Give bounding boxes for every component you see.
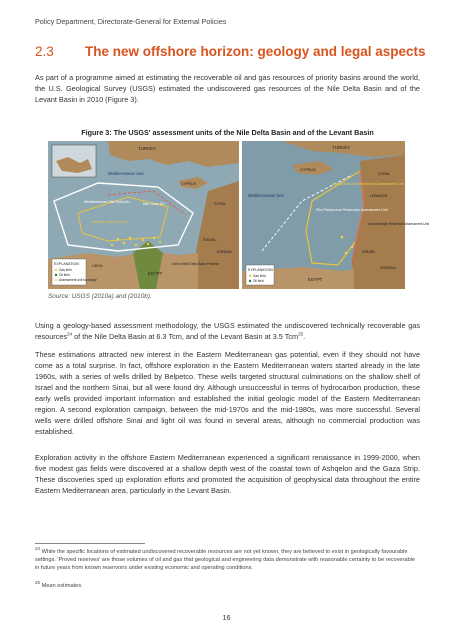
left-legend-title: EXPLANATION: [54, 262, 79, 266]
section-heading: [35, 44, 426, 59]
right-label-plio-au: Plio-Pleistocene Reservoirs Assessment Unit: [316, 208, 388, 212]
levant-basin-map-graphic: [242, 141, 429, 289]
right-legend-gas: Gas field: [253, 274, 266, 278]
paragraph-1: As part of a programme aimed at estimating the recoverable oil and gas resources of priority basins around the world, the U.S. Geological Survey (USGS) estimated the undiscovered gas resources of the Nile Delta Basin and of the Levant Basin in 2010 (Figure 3).: [35, 73, 420, 104]
left-label-cyprus: CYPRUS: [181, 182, 196, 186]
footnote-25: [35, 582, 420, 590]
left-label-israel: ISRAEL: [203, 238, 217, 242]
footnote-ref-25[interactable]: 25: [298, 331, 304, 337]
right-label-margin-au: Levant Margin Reservoirs Assessment Unit: [368, 222, 429, 226]
left-legend-oil: Oil field: [59, 273, 70, 277]
right-label-subsalt-au: Levant Sub-Salt Reservoirs Assessment Unit: [332, 182, 404, 186]
paragraph-2: [35, 320, 420, 342]
right-label-lebanon: LEBANON: [370, 194, 388, 198]
right-label-egypt: EGYPT: [308, 277, 323, 282]
paragraph-4: Exploration activity in the offshore Eastern Mediterranean experienced a significant renaissance in 1999-2000, when five modest gas fields were discovered at a shallow depth west of the coastal town of Ashqelon and the Gaza Strip. These discoveries sped up exploration efforts and promoted the acquisition of geophysical data throughout the entire Eastern Mediterranean area, particularly in the Levant Basin.: [35, 453, 420, 495]
left-label-sea: Mediterranean Sea: [108, 171, 144, 176]
left-label-egypt: EGYPT: [148, 271, 163, 276]
paragraph-2-end: .: [303, 332, 306, 341]
footnote-ref-24[interactable]: 24: [67, 331, 73, 337]
footnote-divider: [35, 543, 145, 544]
footnote-24-text: While the specific locations of estimated undiscovered recoverable resources are not yet known, they are believed to exist in geologically favourable settings. 'Proved reserves' are those volumes of oil and gas that geological and engineering data demonstrate with reasonable certainty to be recoverable in future years from known reservoirs under existing economic and operating conditions.: [35, 549, 415, 571]
left-legend-boundary: Assessment unit boundary: [59, 278, 97, 282]
right-legend-title: EXPLANATION: [248, 268, 273, 272]
paragraph-2-middle: of the Nile Delta Basin at 6.3 Tcm, and of the Levant Basin at 3.5 Tcm: [72, 332, 299, 341]
left-label-jordan: JORDAN: [216, 250, 232, 254]
paragraph-2-start: Using a geology-based assessment methodology, the USGS estimated the undiscovered technically recoverable gas resources: [35, 321, 420, 341]
footnote-24-number: 24: [35, 546, 41, 552]
levant-basin-map: [242, 141, 429, 289]
page-number: 16: [222, 613, 231, 622]
left-label-province-limit: Limit of Nile Delta Basin Province: [172, 262, 220, 266]
section-title: The new offshore horizon: geology and legal aspects: [85, 44, 426, 59]
left-label-med-nile-au: Mediterranean Nile Delta AU: [84, 200, 130, 204]
right-label-sea: Mediterranean Sea: [248, 193, 284, 198]
footnote-25-number: 25: [35, 580, 41, 586]
left-label-western-nile-au: Western Nile Delta AU: [92, 220, 128, 224]
running-head: Policy Department, Directorate-General for External Policies: [35, 17, 227, 26]
left-legend-gas: Gas field: [59, 268, 72, 272]
right-label-syria: SYRIA: [378, 172, 390, 176]
footnote-25-text: Mean estimates.: [40, 583, 83, 589]
nile-delta-map: [48, 141, 239, 289]
footnote-24: [35, 548, 420, 572]
right-legend-oil: Oil field: [253, 279, 264, 283]
right-label-turkey: TURKEY: [332, 145, 351, 150]
left-label-libya: LIBYA: [92, 264, 103, 268]
paragraph-3: These estimations attracted new interest in the Eastern Mediterranean gas potential, even if they should not have come as a total surprise. In fact, offshore exploration in the Eastern Mediterranean waters started already in the late 1960s, with a series of wells drilled by Belpetco. These wells targeted structural culminations on the shallow shelf of Israel and the northern Sinai, but all were found dry. Although unsuccessful in terms of hydrocarbon production, these early wells provided important information and established the initial geologic model of the Eastern Mediterranean region. A second exploration campaign, between the mid-1970s and the mid-1980s, was more successful. Several wells were drilled offshore Sinai and light oil was found in several areas, although no commercial production was established.: [35, 350, 420, 436]
section-number: 2.3: [35, 44, 54, 59]
nile-delta-map-graphic: [48, 141, 239, 289]
right-label-israel: ISRAEL: [362, 250, 376, 254]
left-label-nile-cone-au: Nile Cone AU: [143, 202, 165, 206]
figure-title: Figure 3: The USGS' assessment units of the Nile Delta Basin and of the Levant Basin: [81, 128, 374, 137]
right-label-jordan: JORDAN: [380, 266, 396, 270]
right-label-cyprus: CYPRUS: [300, 168, 316, 172]
figure-source: Source: USGS (2010a) and (2010b).: [48, 293, 152, 300]
left-label-syria: SYRIA: [214, 202, 226, 206]
left-label-turkey: TURKEY: [138, 146, 157, 151]
